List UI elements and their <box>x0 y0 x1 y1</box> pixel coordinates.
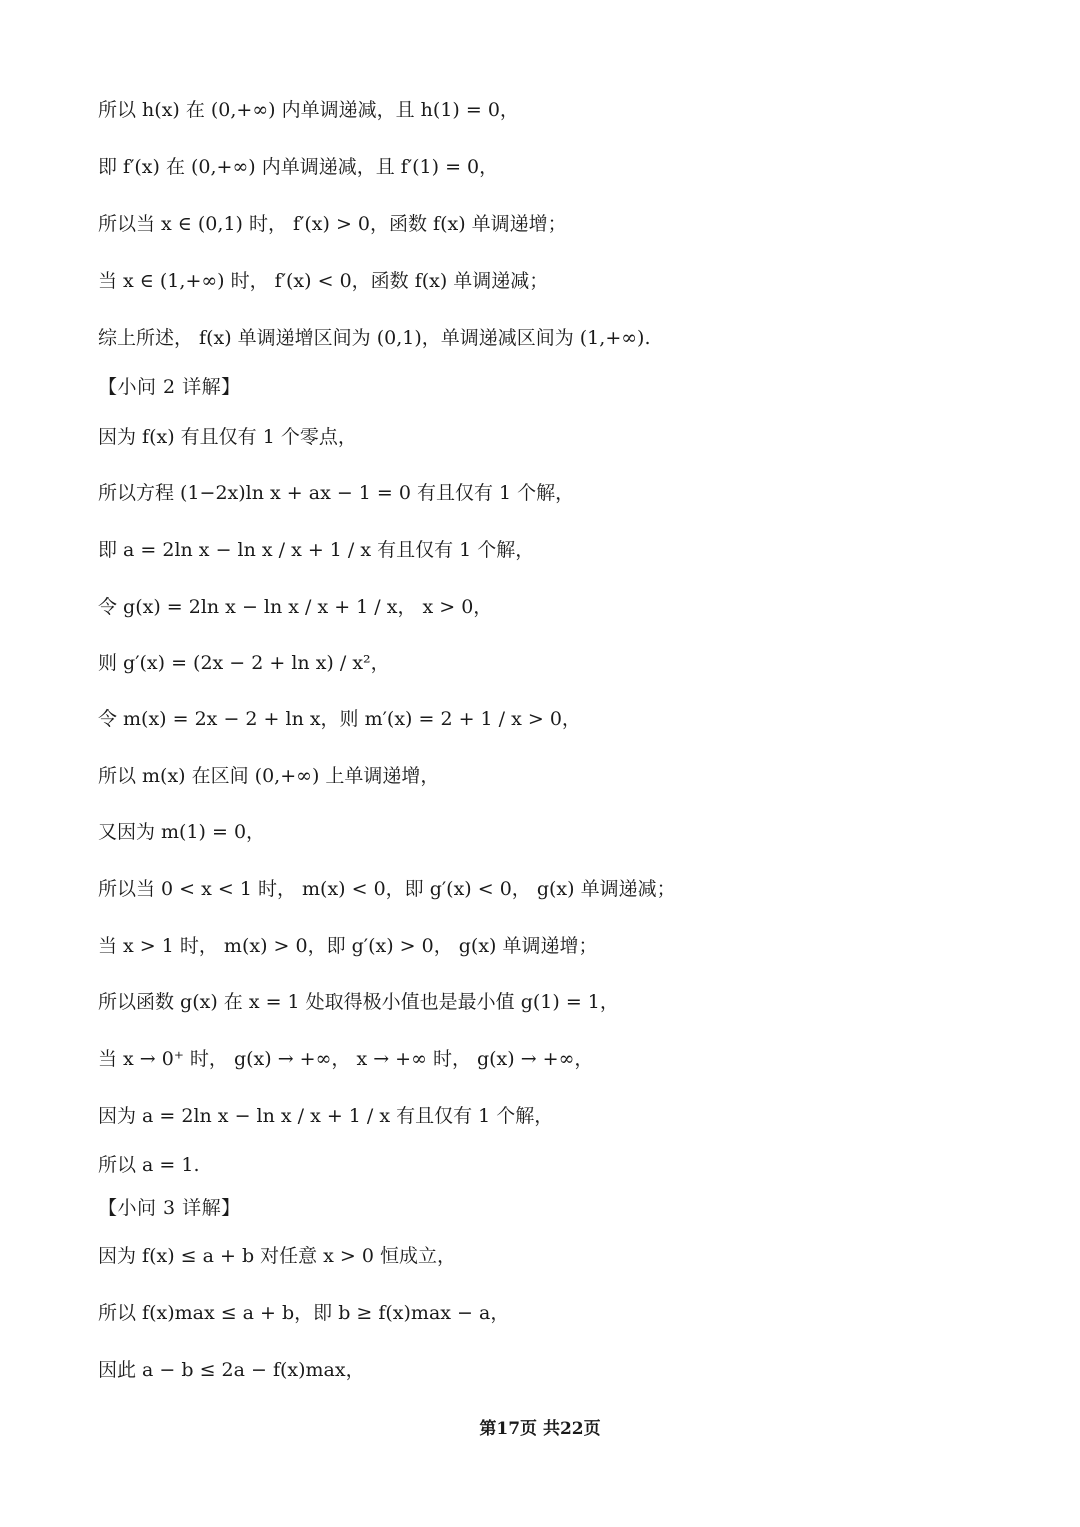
text-line: 所以函数 g(x) 在 x = 1 处取得极小值也是最小值 g(1) = 1， <box>98 991 619 1013</box>
text-line: 令 m(x) = 2x − 2 + ln x，则 m′(x) = 2 + 1 / x > 0， <box>98 708 581 730</box>
text-line: 所以方程 (1−2x)ln x + ax − 1 = 0 有且仅有 1 个解， <box>98 482 575 504</box>
text-line: 又因为 m(1) = 0， <box>98 821 266 843</box>
text-line: 当 x ∈ (1,+∞) 时， f′(x) < 0，函数 f(x) 单调递减； <box>98 270 549 292</box>
text-line: 因为 f(x) 有且仅有 1 个零点， <box>98 426 357 448</box>
text-line: 所以当 x ∈ (0,1) 时， f′(x) > 0，函数 f(x) 单调递增； <box>98 213 567 235</box>
text-line: 因为 a = 2ln x − ln x / x + 1 / x 有且仅有 1 个解， <box>98 1105 554 1127</box>
text-line: 当 x → 0⁺ 时， g(x) → +∞， x → +∞ 时， g(x) → +∞， <box>98 1048 594 1070</box>
text-line: 则 g′(x) = (2x − 2 + ln x) / x²， <box>98 652 390 674</box>
section-heading: 【小问 3 详解】 <box>98 1197 241 1219</box>
text-line: 所以 a = 1. <box>98 1154 200 1176</box>
text-line: 因此 a − b ≤ 2a − f(x)max， <box>98 1359 365 1381</box>
text-line: 所以 f(x)max ≤ a + b，即 b ≥ f(x)max − a， <box>98 1302 510 1324</box>
text-line: 所以 m(x) 在区间 (0,+∞) 上单调递增， <box>98 765 440 787</box>
text-line: 当 x > 1 时， m(x) > 0，即 g′(x) > 0， g(x) 单调递增； <box>98 935 598 957</box>
page-footer: 第17页 共22页 <box>479 1419 601 1439</box>
text-line: 所以 h(x) 在 (0,+∞) 内单调递减，且 h(1) = 0， <box>98 99 519 121</box>
text-line: 即 f′(x) 在 (0,+∞) 内单调递减，且 f′(1) = 0， <box>98 156 499 178</box>
text-line: 因为 f(x) ≤ a + b 对任意 x > 0 恒成立， <box>98 1245 457 1267</box>
text-line: 所以当 0 < x < 1 时， m(x) < 0，即 g′(x) < 0， g(x) 单调递减； <box>98 878 676 900</box>
text-line: 综上所述， f(x) 单调递增区间为 (0,1)，单调递减区间为 (1,+∞). <box>98 327 651 349</box>
text-line: 令 g(x) = 2ln x − ln x / x + 1 / x， x > 0， <box>98 596 493 618</box>
section-heading: 【小问 2 详解】 <box>98 376 241 398</box>
text-line: 即 a = 2ln x − ln x / x + 1 / x 有且仅有 1 个解， <box>98 539 535 561</box>
